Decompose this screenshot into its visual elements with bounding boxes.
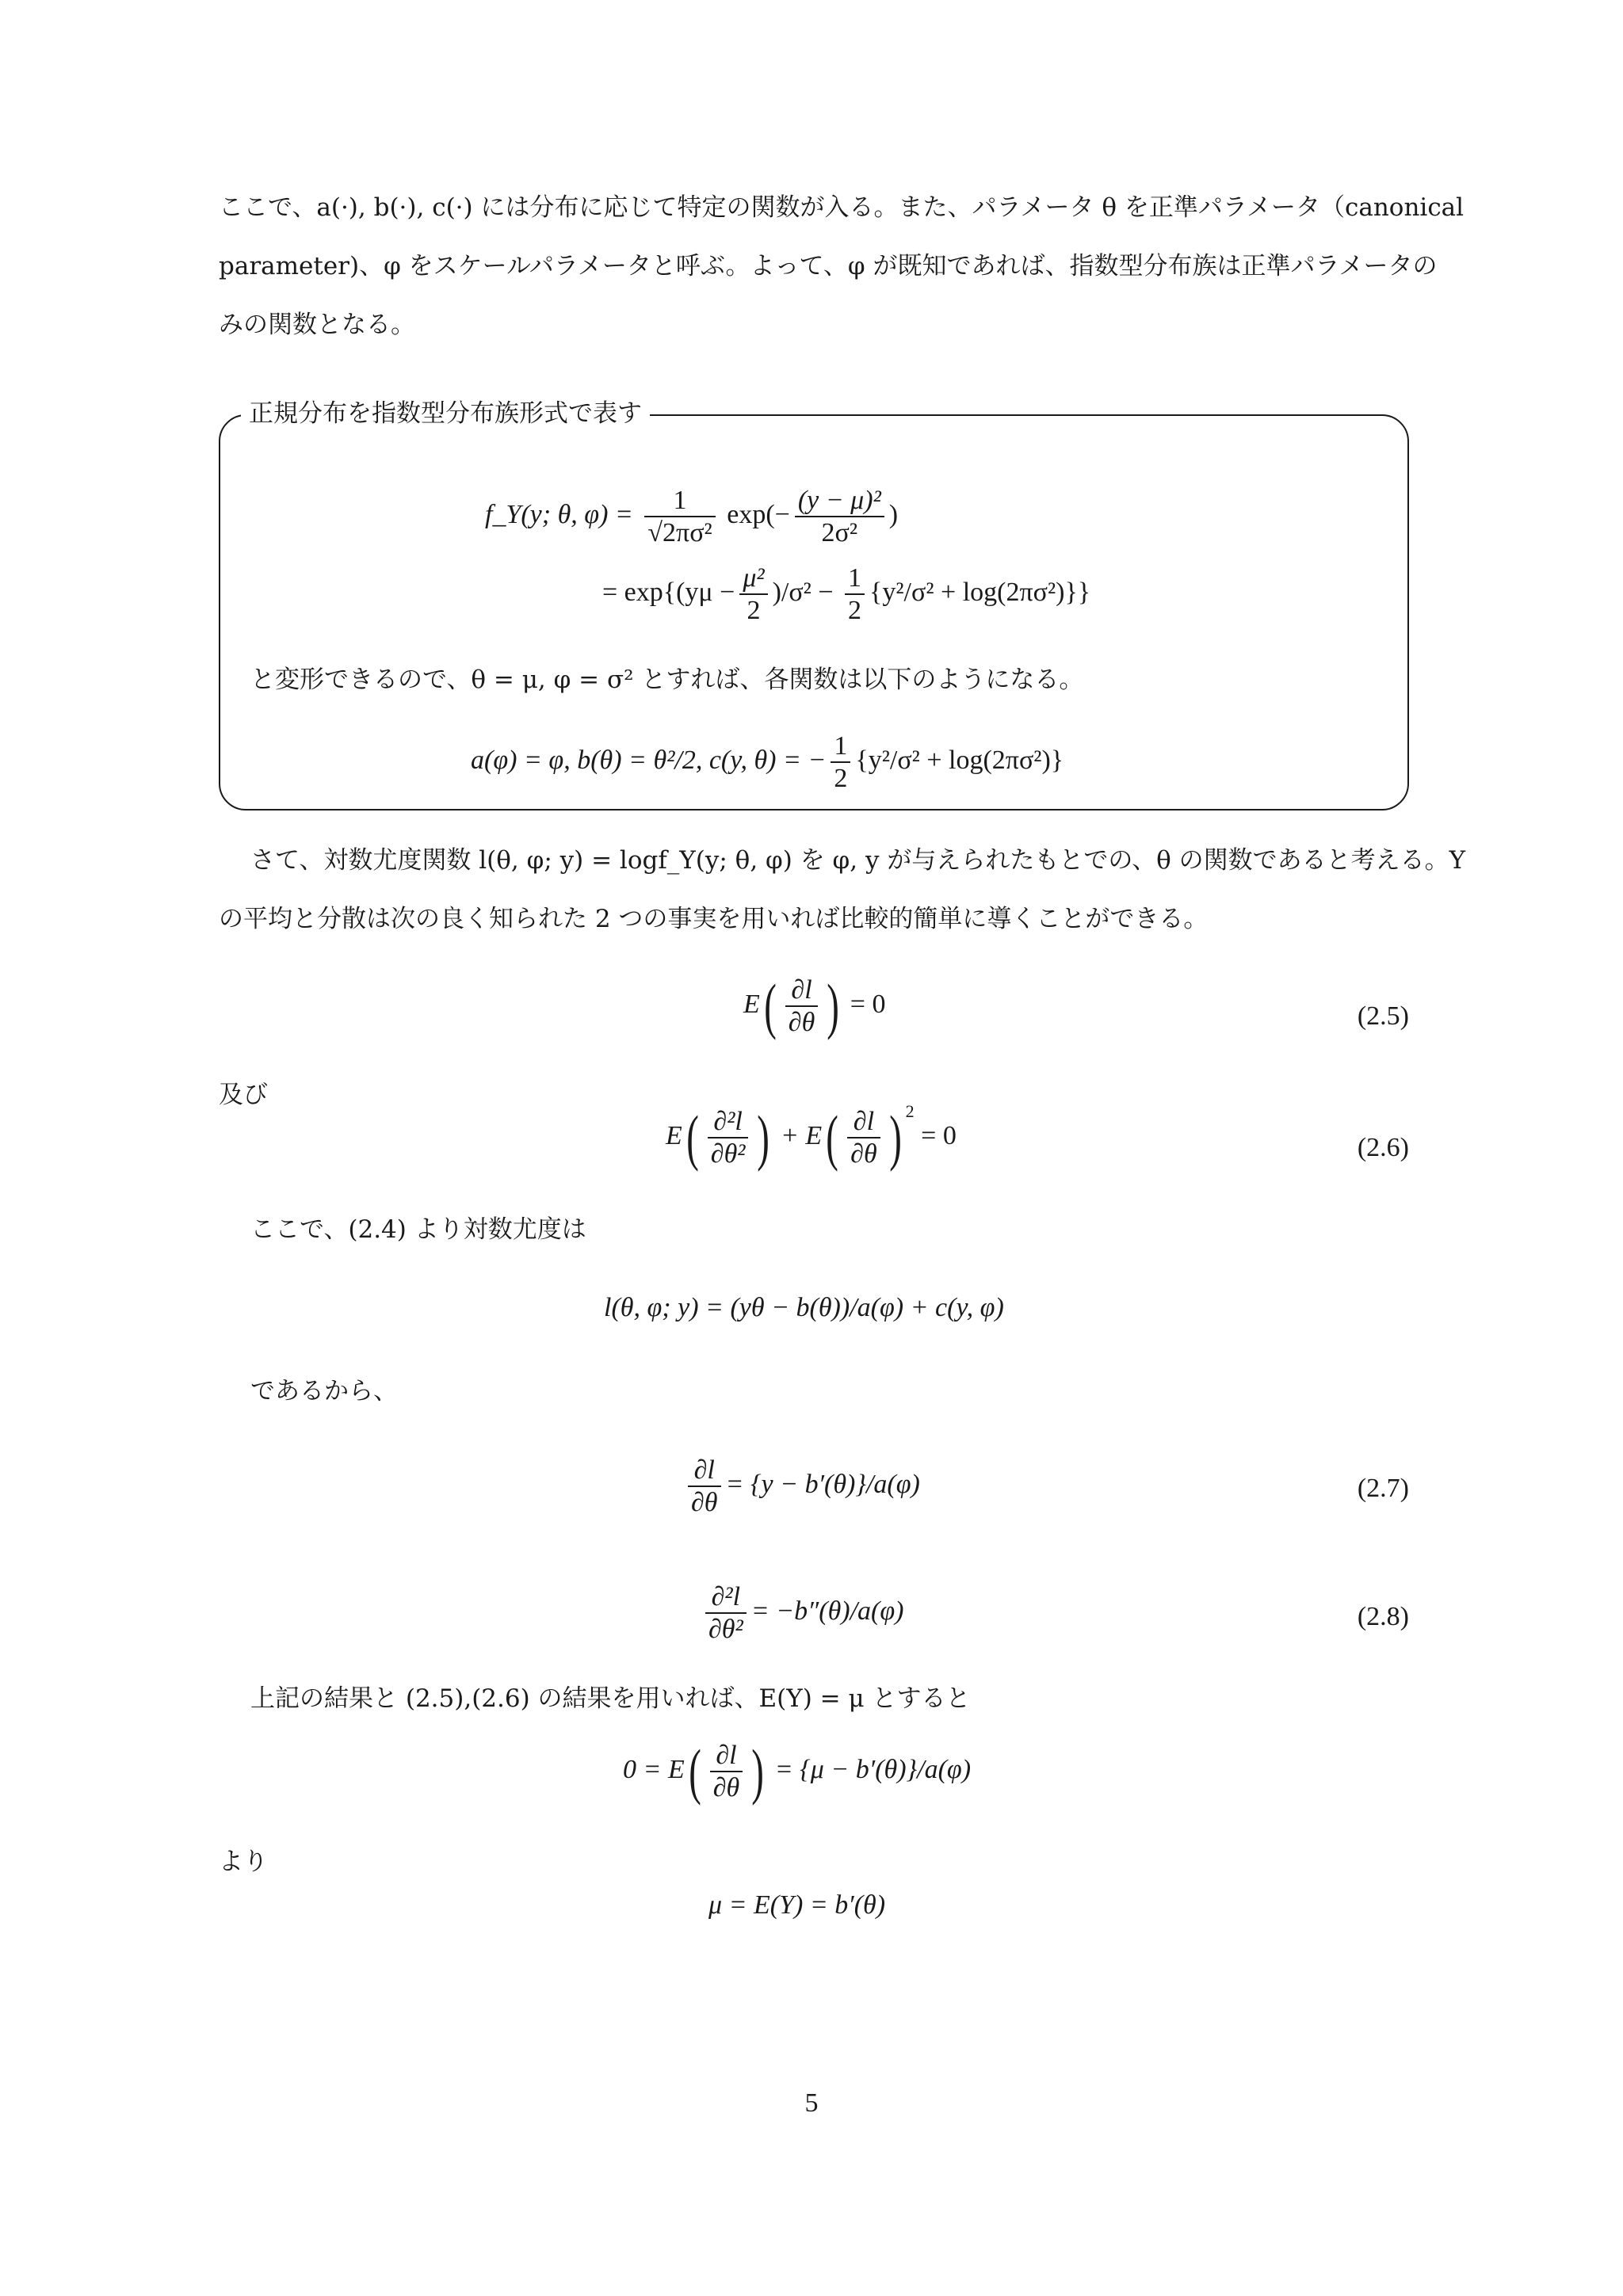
box-equation-3 [471, 730, 1064, 794]
equation-2-7 [683, 1455, 920, 1518]
left-paren: ( [685, 1103, 699, 1173]
equation-zero [623, 1737, 972, 1806]
eq25-rhs: = 0 [850, 989, 886, 1019]
eq1-fraction [644, 485, 715, 548]
para5-text: 上記の結果と (2.5),(2.6) の結果を用いれば、E(Y) = μ とすると [250, 1684, 971, 1713]
equation-number-2-5: (2.5) [1357, 1001, 1409, 1031]
eq26-E1: E [666, 1120, 682, 1150]
eq3-frac-den: 2 [834, 764, 848, 794]
eq26-den2: ∂θ [850, 1139, 877, 1169]
eq26-num1: ∂²l [708, 1106, 749, 1138]
eq3-tail: {y²/σ² + log(2πσ²)} [855, 745, 1064, 775]
eq1-frac-num: 1 [644, 485, 715, 517]
equation-number-2-6: (2.6) [1357, 1133, 1409, 1162]
equation-number-2-8: (2.8) [1357, 1602, 1409, 1631]
eq-zero-fraction [710, 1740, 743, 1803]
eq2-frac2-den: 2 [848, 596, 862, 626]
right-paren: ) [827, 971, 840, 1041]
eq25-den: ∂θ [788, 1008, 815, 1038]
eq26-num2: ∂l [847, 1106, 880, 1138]
eq27-den: ∂θ [691, 1488, 718, 1518]
eq3-left: a(φ) = φ, b(θ) = θ²/2, c(y, θ) = − [471, 745, 827, 775]
eq3-frac-num: 1 [831, 730, 850, 763]
para2-line-1: さて、対数尤度関数 l(θ, φ; y) = logf_Y(y; θ, φ) を φ, y が与えられたもとでの、θ の関数であると考える。Y [250, 846, 1466, 875]
para2-line-2: の平均と分散は次の良く知られた 2 つの事実を用いれば比較的簡単に導くことができる。 [219, 905, 1209, 933]
eq3-fraction [831, 730, 850, 794]
eq26-fraction-1 [708, 1106, 749, 1169]
equation-2-6 [666, 1100, 957, 1173]
eq2-mid: )/σ² − [772, 577, 834, 607]
eq2-fraction [739, 563, 767, 626]
eq2-lhs: = exp{(yμ − [602, 577, 735, 607]
eq27-rhs: = {y − b′(θ)}/a(φ) [725, 1469, 920, 1499]
para3-text: ここで、(2.4) より対数尤度は [250, 1215, 586, 1244]
eq26-fraction-2 [847, 1106, 880, 1169]
eq28-rhs: = −b″(θ)/a(φ) [750, 1596, 904, 1626]
eq1-lhs: f_Y(y; θ, φ) = [485, 499, 633, 529]
eq1-frac-den: √2πσ² [647, 518, 712, 548]
eq1-exp: exp(− [727, 499, 790, 529]
box-title: 正規分布を指数型分布族形式で表す [241, 398, 650, 429]
box-equation-1 [485, 485, 898, 548]
eq-zero-rhs: = {μ − b′(θ)}/a(φ) [774, 1754, 972, 1784]
right-paren: ) [888, 1103, 902, 1173]
intro-line-2: parameter)、φ をスケールパラメータと呼ぶ。よって、φ が既知であれば、指数型分布族は正準パラメータの [219, 252, 1438, 280]
eq1-close: ) [888, 499, 899, 529]
eq25-E: E [743, 989, 760, 1019]
eq-zero-lhs: 0 = E [623, 1754, 685, 1784]
eq1-frac2-num: (y − μ)² [795, 485, 884, 517]
oyobi-text: 及び [219, 1081, 268, 1109]
eq28-num: ∂²l [705, 1581, 747, 1614]
left-paren: ( [826, 1103, 838, 1173]
eq26-rhs: = 0 [921, 1120, 957, 1150]
left-paren: ( [763, 971, 777, 1041]
eq25-num: ∂l [785, 974, 819, 1007]
eq-zero-den: ∂θ [712, 1773, 740, 1803]
intro-line-3: みの関数となる。 [219, 311, 415, 339]
eq2-frac-den: 2 [747, 596, 761, 626]
eq26-den1: ∂θ² [710, 1139, 746, 1169]
equation-log-likelihood: l(θ, φ; y) = (yθ − b(θ))/a(φ) + c(y, φ) [604, 1293, 1004, 1322]
eq28-den: ∂θ² [708, 1615, 743, 1645]
eq27-fraction [688, 1455, 721, 1518]
equation-number-2-7: (2.7) [1357, 1474, 1409, 1503]
eq27-num: ∂l [688, 1455, 721, 1487]
intro-line-1: ここで、a(·), b(·), c(·) には分布に応じて特定の関数が入る。また、パラメータ θ を正準パラメータ（canonical [219, 193, 1465, 222]
equation-mu: μ = E(Y) = b′(θ) [708, 1890, 886, 1920]
right-paren: ) [757, 1103, 770, 1173]
equation-2-8 [701, 1581, 904, 1645]
eq-zero-num: ∂l [710, 1740, 743, 1772]
eq2-fraction-2 [845, 563, 865, 626]
yori-text: より [219, 1848, 268, 1876]
eq1-frac2-den: 2σ² [821, 518, 858, 548]
equation-2-5 [743, 971, 886, 1041]
para4-text: であるから、 [250, 1377, 398, 1405]
eq28-fraction [705, 1581, 747, 1645]
box-equation-2 [602, 563, 1090, 626]
eq1-fraction-2 [795, 485, 884, 548]
eq2-tail: {y²/σ² + log(2πσ²)}} [869, 577, 1091, 607]
page-number: 5 [804, 2088, 819, 2118]
eq25-fraction [785, 974, 819, 1038]
box-text: と変形できるので、θ = μ, φ = σ² とすれば、各関数は以下のようになる。 [250, 666, 1084, 694]
left-paren: ( [688, 1737, 701, 1806]
eq26-plus: + E [780, 1120, 823, 1150]
right-paren: ) [751, 1737, 765, 1806]
eq2-frac-num: μ² [739, 563, 767, 595]
eq2-frac2-num: 1 [845, 563, 865, 595]
eq26-power: 2 [905, 1100, 915, 1121]
